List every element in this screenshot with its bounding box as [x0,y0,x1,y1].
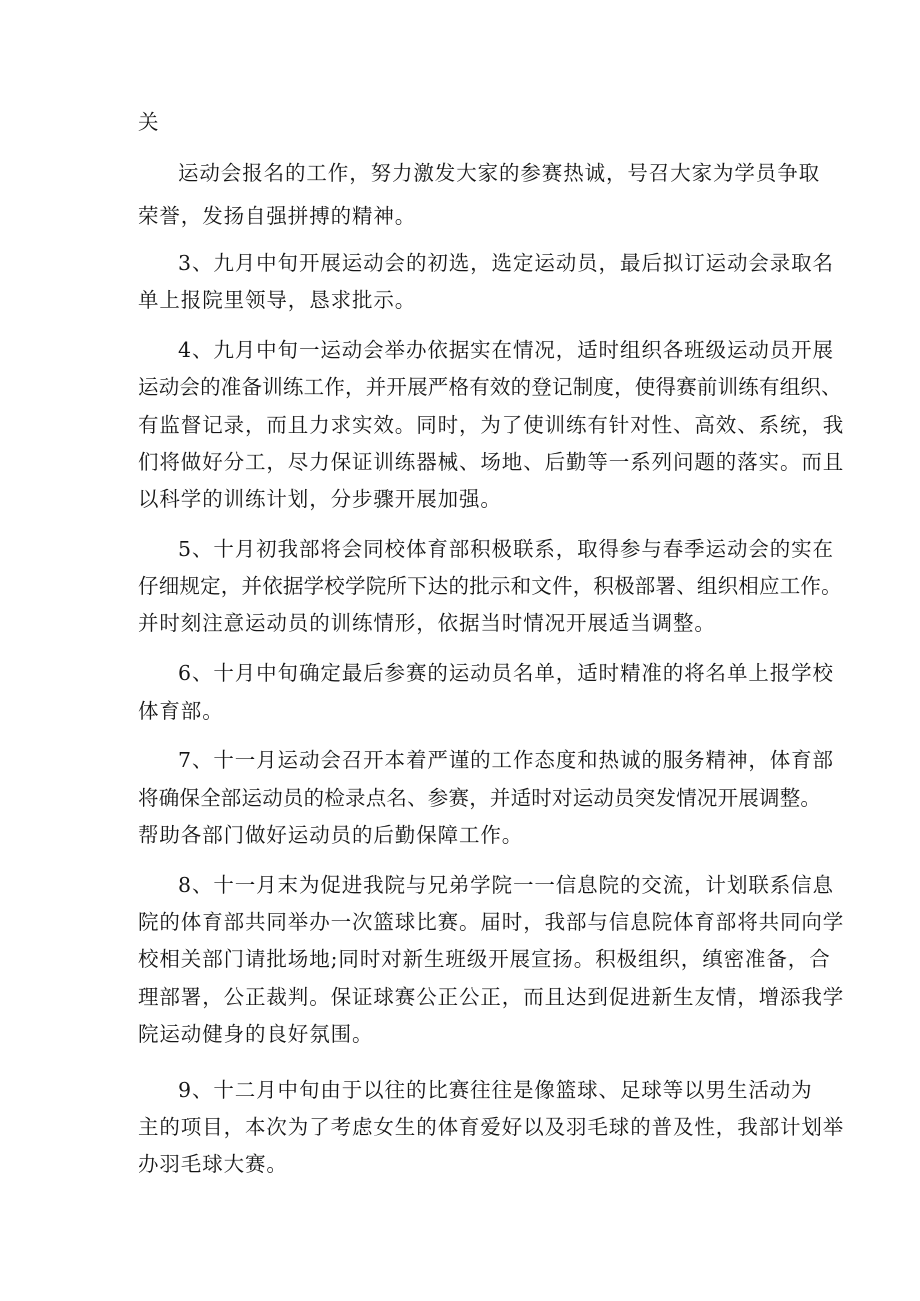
text-line: 仔细规定，并依据学校学院所下达的批示和文件，积极部署、组织相应工作。 [138,574,842,598]
text-line: 运动会报名的工作，努力激发大家的参赛热诚，号召大家为学员争取 [178,161,820,185]
text-line: 将确保全部运动员的检录点名、参赛，并适时对运动员突发情况开展调整。 [138,786,822,810]
text-line: 荣誉，发扬自强拼搏的精神。 [138,204,417,228]
text-line: 7、十一月运动会召开本着严谨的工作态度和热诚的服务精神，体育部 [178,748,834,772]
text-line: 帮助各部门做好运动员的后勤保障工作。 [138,823,524,847]
text-line: 5、十月初我部将会同校体育部积极联系，取得参与春季运动会的实在 [178,537,834,561]
text-line: 4、九月中旬一运动会举办依据实在情况，适时组织各班级运动员开展 [178,338,834,362]
text-line: 主的项目，本次为了考虑女生的体育爱好以及羽毛球的普及性，我部计划举 [138,1115,845,1139]
text-line: 院的体育部共同举办一次篮球比赛。届时，我部与信息院体育部将共同向学 [138,910,845,934]
text-line: 理部署，公正裁判。保证球赛公正公正，而且达到促进新生友情，增添我学 [138,985,845,1009]
text-line: 们将做好分工，尽力保证训练器械、场地、后勤等一系列问题的落实。而且 [138,450,845,474]
text-line: 有监督记录，而且力求实效。同时，为了使训练有针对性、高效、系统，我 [138,413,845,437]
text-line: 单上报院里领导，恳求批示。 [138,288,417,312]
text-line: 并时刻注意运动员的训练情形，依据当时情况开展适当调整。 [138,611,716,635]
text-line: 运动会的准备训练工作，并开展严格有效的登记制度，使得赛前训练有组织、 [138,375,842,399]
text-line: 院运动健身的良好氛围。 [138,1022,374,1046]
text-line: 以科学的训练计划，分步骤开展加强。 [138,487,502,511]
text-line: 关 [138,110,160,134]
text-line: 体育部。 [138,699,224,723]
text-line: 3、九月中旬开展运动会的初选，选定运动员，最后拟订运动会录取名 [178,251,834,275]
text-line: 6、十月中旬确定最后参赛的运动员名单，适时精准的将名单上报学校 [178,661,834,685]
text-line: 9、十二月中旬由于以往的比赛往往是像篮球、足球等以男生活动为 [178,1078,813,1102]
text-line: 办羽毛球大赛。 [138,1152,288,1176]
text-line: 8、十一月末为促进我院与兄弟学院一一信息院的交流，计划联系信息 [178,873,834,897]
text-line: 校相关部门请批场地;同时对新生班级开展宣扬。积极组织，缜密准备，合 [138,947,831,971]
